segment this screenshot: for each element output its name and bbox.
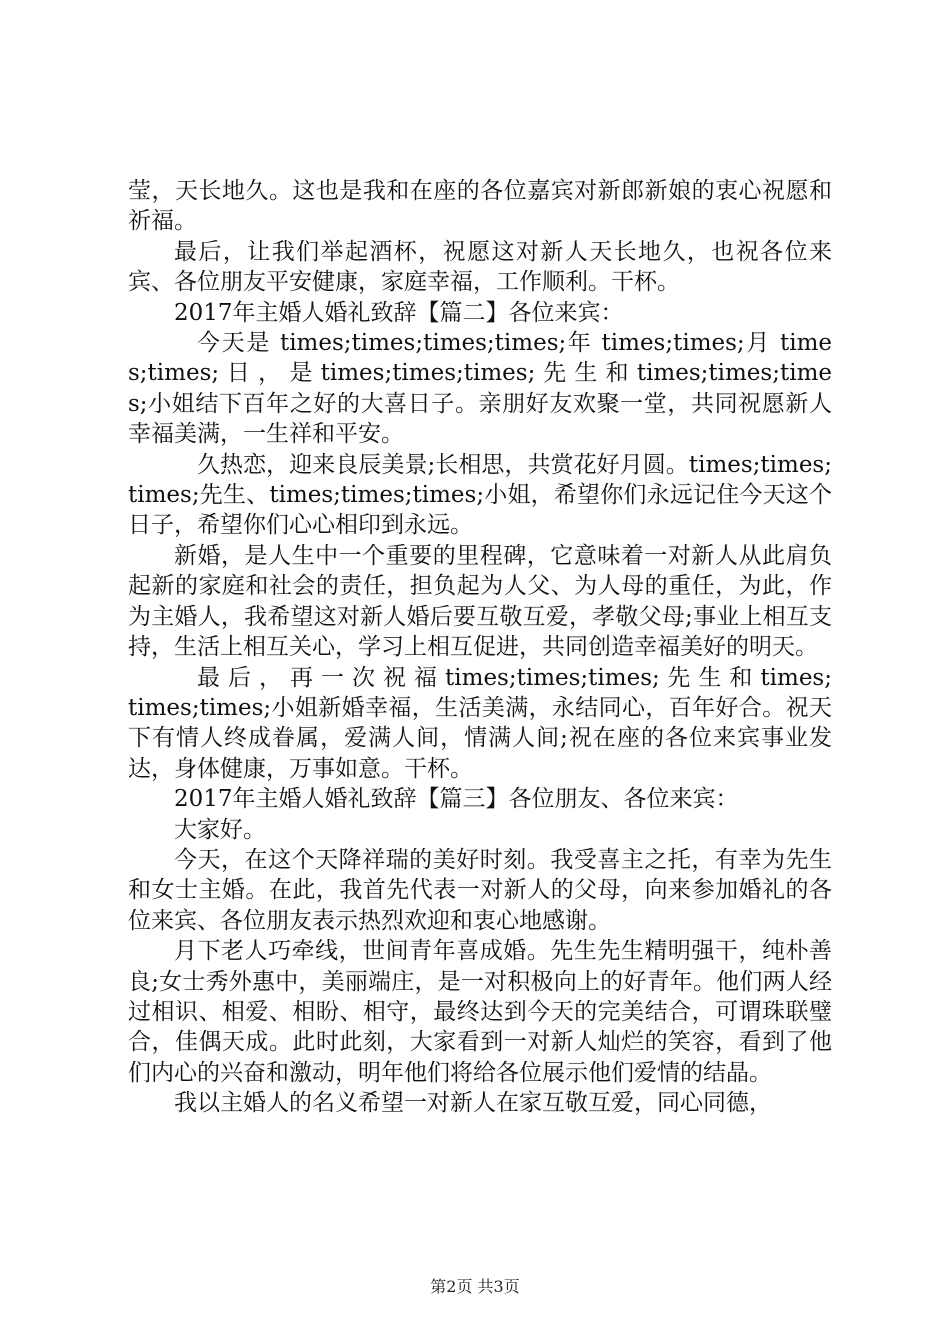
page-footer [0, 1274, 950, 1297]
paragraph: 最 后 ， 再 一 次 祝 福 times;times;times; 先 生 和 times;times;times;小姐新婚幸福，生活美满，永结同心，百年好合。祝天下有情人终成眷属，爱满人间，情满人间;祝在座的各位来宾事业发达，身体健康，万事如意。干杯。 [128, 664, 832, 782]
paragraph: 月下老人巧牵线，世间青年喜成婚。先生先生精明强干，纯朴善良;女士秀外惠中，美丽端庄，是一对积极向上的好青年。他们两人经过相识、相爱、相盼、相守，最终达到今天的完美结合，可谓珠联璧合，佳偶天成。此时此刻，大家看到一对新人灿烂的笑容，看到了他们内心的兴奋和激动，明年他们将给各位展示他们爱情的结晶。 [128, 938, 832, 1086]
paragraph: 莹，天长地久。这也是我和在座的各位嘉宾对新郎新娘的衷心祝愿和祈福。 [128, 178, 832, 235]
paragraph: 新婚，是人生中一个重要的里程碑，它意味着一对新人从此肩负起新的家庭和社会的责任，担负起为人父、为人母的重任，为此，作为主婚人，我希望这对新人婚后要互敬互爱，孝敬父母;事业上相互支持，生活上相互关心，学习上相互促进，共同创造幸福美好的明天。 [128, 542, 832, 661]
paragraph: 大家好。 [174, 816, 266, 843]
paragraph: 今天是 times;times;times;times;年 times;times;月 times;times; 日 ， 是 times;times;times; 先 生 和 times;times;times;小姐结下百年之好的大喜日子。亲朋好友欢聚一堂，共同祝愿新人幸福美满，一生祥和平安。 [128, 330, 832, 448]
paragraph: 最后，让我们举起酒杯，祝愿这对新人天长地久，也祝各位来宾、各位朋友平安健康，家庭幸福，工作顺利。干杯。 [128, 238, 832, 296]
paragraph: 我以主婚人的名义希望一对新人在家互敬互爱，同心同德， [174, 1090, 772, 1117]
section-heading-3: 2017年主婚人婚礼致辞【篇三】各位朋友、各位来宾： [174, 786, 739, 813]
section-heading-2: 2017年主婚人婚礼致辞【篇二】各位来宾： [174, 299, 624, 326]
paragraph: 久热恋，迎来良辰美景;长相思，共赏花好月圆。times;times;times;先生、times;times;times;小姐，希望你们永远记住今天这个日子，希望你们心心相印到永远。 [128, 451, 832, 539]
paragraph: 今天，在这个天降祥瑞的美好时刻。我受喜主之托，有幸为先生和女士主婚。在此，我首先代表一对新人的父母，向来参加婚礼的各位来宾、各位朋友表示热烈欢迎和衷心地感谢。 [128, 846, 832, 934]
document-body [128, 176, 832, 1119]
page-number: 第2页 共3页 [430, 1277, 520, 1296]
